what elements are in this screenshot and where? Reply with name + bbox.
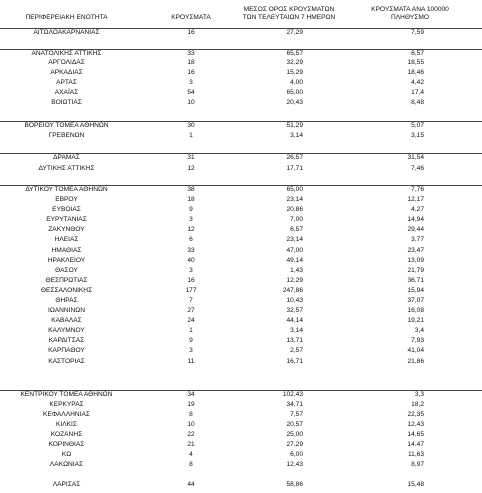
cases-cell: 16 [187, 69, 195, 76]
per-100k-cell: 19,21 [407, 317, 424, 324]
cases-cell: 11 [187, 358, 195, 365]
cases-cell: 3 [189, 216, 193, 223]
cases-cell: 44 [187, 481, 195, 488]
per-100k-cell: 7,59 [411, 29, 424, 36]
per-100k-cell: 11,63 [407, 451, 424, 458]
cases-cell: 33 [187, 50, 195, 57]
avg-7day-cell: 47,00 [286, 247, 303, 254]
avg-7day-cell: 10,43 [286, 297, 303, 304]
region-name-cell: ΒΟΙΩΤΙΑΣ [51, 99, 82, 106]
cases-cell: 1 [189, 132, 193, 139]
table-row [0, 307, 482, 315]
per-100k-cell: 5,07 [411, 122, 424, 129]
avg-7day-cell: 44,14 [286, 317, 303, 324]
cases-cell: 38 [187, 186, 195, 193]
avg-7day-cell: 247,86 [282, 287, 303, 294]
cases-cell: 27 [187, 307, 195, 314]
cases-cell: 9 [189, 206, 193, 213]
avg-7day-cell: 20,86 [286, 206, 303, 213]
table-row [0, 206, 482, 214]
region-name-cell: ΘΕΣΣΑΛΟΝΙΚΗΣ [40, 287, 93, 294]
avg-7day-cell: 58,86 [286, 481, 303, 488]
avg-7day-cell: 12,43 [286, 461, 303, 468]
region-name-cell: ΘΕΣΠΡΩΤΙΑΣ [45, 277, 88, 284]
cases-cell: 16 [187, 277, 195, 284]
table-row [0, 277, 482, 285]
per-100k-cell: 14,65 [407, 431, 424, 438]
cases-cell: 54 [187, 89, 195, 96]
avg-7day-cell: 20,57 [286, 421, 303, 428]
header-avg [233, 6, 345, 22]
per-100k-cell: 16,08 [407, 307, 424, 314]
avg-7day-cell: 32,57 [286, 307, 303, 314]
per-100k-cell: 21,79 [407, 267, 424, 274]
cases-cell: 3 [189, 267, 193, 274]
per-100k-cell: 31,54 [407, 154, 424, 161]
per-100k-cell: 8,97 [411, 461, 424, 468]
table-row [0, 236, 482, 244]
cases-cell: 18 [187, 196, 195, 203]
region-name-cell: ΖΑΚΥΝΘΟΥ [48, 226, 85, 233]
avg-7day-cell: 6,00 [290, 451, 303, 458]
region-name-cell: ΘΑΣΟΥ [55, 267, 78, 274]
header-region: ΠΕΡΙΦΕΡΕΙΑΚΗ ΕΝΟΤΗΤΑ [25, 14, 108, 21]
header-avg-line1: ΜΕΣΟΣ ΟΡΟΣ ΚΡΟΥΣΜΑΤΩΝ [243, 6, 335, 13]
table-row [0, 99, 482, 107]
avg-7day-cell: 23,14 [286, 236, 303, 243]
per-100k-cell: 29,44 [407, 226, 424, 233]
avg-7day-cell: 3,14 [290, 327, 303, 334]
table-row [0, 165, 482, 173]
per-100k-cell: 17,4 [411, 89, 424, 96]
per-100k-cell: 37,07 [407, 297, 424, 304]
cases-cell: 9 [189, 337, 193, 344]
avg-7day-cell: 51,29 [286, 122, 303, 129]
avg-7day-cell: 102,43 [282, 391, 303, 398]
region-name-cell: ΛΑΡΙΣΑΣ [52, 481, 81, 488]
per-100k-cell: 12,17 [407, 196, 424, 203]
avg-7day-cell: 3,14 [290, 132, 303, 139]
per-100k-cell: 3,15 [411, 132, 424, 139]
region-name-cell: ΔΥΤΙΚΗΣ ΑΤΤΙΚΗΣ [38, 165, 95, 172]
per-100k-cell: 15,48 [407, 481, 424, 488]
per-100k-cell: 14,94 [407, 216, 424, 223]
table-row [0, 49, 482, 59]
table-row [0, 451, 482, 459]
cases-cell: 3 [189, 79, 193, 86]
cases-cell: 16 [187, 29, 195, 36]
cases-cell: 12 [187, 226, 195, 233]
table-row [0, 216, 482, 224]
per-100k-cell: 23,47 [407, 247, 424, 254]
per-100k-cell: 7,93 [411, 337, 424, 344]
cases-cell: 40 [187, 257, 195, 264]
avg-7day-cell: 13,71 [286, 337, 303, 344]
region-name-cell: ΙΩΑΝΝΙΝΩΝ [48, 307, 85, 314]
region-name-cell: ΓΡΕΒΕΝΩΝ [48, 132, 85, 139]
avg-7day-cell: 65,00 [286, 186, 303, 193]
cases-cell: 19 [187, 401, 195, 408]
table-row [0, 121, 482, 131]
region-name-cell: ΘΗΡΑΣ [55, 297, 78, 304]
per-100k-cell: 8,48 [411, 99, 424, 106]
cases-cell: 34 [187, 391, 195, 398]
cases-cell: 12 [187, 165, 195, 172]
region-name-cell: ΚΟΡΙΝΘΙΑΣ [48, 441, 85, 448]
region-name-cell: ΑΡΚΑΔΙΑΣ [50, 69, 83, 76]
per-100k-cell: 22,35 [407, 411, 424, 418]
region-name-cell: ΚΑΛΥΜΝΟΥ [48, 327, 85, 334]
cases-cell: 4 [189, 451, 193, 458]
per-100k-cell: 18,46 [407, 69, 424, 76]
cases-cell: 8 [189, 411, 193, 418]
region-name-cell: ΚΕΦΑΛΛΗΝΙΑΣ [43, 411, 90, 418]
cases-cell: 18 [187, 59, 195, 66]
table-row [0, 69, 482, 77]
avg-7day-cell: 65,57 [286, 50, 303, 57]
avg-7day-cell: 1,43 [290, 267, 303, 274]
region-name-cell: ΚΙΛΚΙΣ [56, 421, 77, 428]
table-row [0, 257, 482, 265]
cases-cell: 22 [187, 431, 195, 438]
cases-cell: 1 [189, 327, 193, 334]
region-name-cell: ΛΑΚΩΝΙΑΣ [49, 461, 84, 468]
avg-7day-cell: 65,00 [286, 89, 303, 96]
per-100k-cell: 7,76 [411, 186, 424, 193]
per-100k-cell: 4,42 [411, 79, 424, 86]
table-row [0, 347, 482, 355]
cases-cell: 30 [187, 122, 195, 129]
cases-cell: 33 [187, 247, 195, 254]
avg-7day-cell: 2,57 [290, 347, 303, 354]
table-row [0, 28, 482, 38]
per-100k-cell: 7,46 [411, 165, 424, 172]
table-row [0, 327, 482, 335]
cases-cell: 7 [189, 297, 193, 304]
cases-cell: 8 [189, 461, 193, 468]
cases-cell: 3 [189, 347, 193, 354]
table-row [0, 401, 482, 409]
avg-7day-cell: 7,00 [290, 216, 303, 223]
table-row [0, 297, 482, 305]
per-100k-cell: 3,3 [414, 391, 424, 398]
avg-7day-cell: 17,71 [286, 165, 303, 172]
region-name-cell: ΗΛΕΙΑΣ [54, 236, 79, 243]
table-row [0, 132, 482, 140]
avg-7day-cell: 16,71 [286, 358, 303, 365]
cases-cell: 10 [187, 421, 195, 428]
avg-7day-cell: 27,29 [286, 29, 303, 36]
table-row [0, 431, 482, 439]
avg-7day-cell: 23,14 [286, 196, 303, 203]
table-row [0, 153, 482, 163]
header-avg-line2: ΤΩΝ ΤΕΛΕΥΤΑΙΩΝ 7 ΗΜΕΡΩΝ [242, 14, 336, 21]
table-row [0, 317, 482, 325]
region-name-cell: ΚΑΒΑΛΑΣ [51, 317, 82, 324]
region-name-cell: ΕΒΡΟΥ [55, 196, 78, 203]
header-cases: ΚΡΟΥΣΜΑΤΑ [171, 14, 211, 21]
per-100k-cell: 18,2 [411, 401, 424, 408]
region-name-cell: ΒΟΡΕΙΟΥ ΤΟΜΕΑ ΑΘΗΝΩΝ [24, 122, 109, 129]
table-row [0, 247, 482, 255]
region-name-cell: ΕΥΒΟΙΑΣ [52, 206, 81, 213]
region-name-cell: ΚΑΣΤΟΡΙΑΣ [48, 358, 85, 365]
per-100k-cell: 3,77 [411, 236, 424, 243]
avg-7day-cell: 27,29 [286, 441, 303, 448]
region-name-cell: ΚΕΝΤΡΙΚΟΥ ΤΟΜΕΑ ΑΘΗΝΩΝ [20, 391, 113, 398]
per-100k-cell: 12,43 [407, 421, 424, 428]
table-row [0, 481, 482, 489]
region-name-cell: ΚΩ [61, 451, 72, 458]
region-name-cell: ΕΥΡΥΤΑΝΙΑΣ [46, 216, 87, 223]
table-row [0, 441, 482, 449]
table-row [0, 185, 482, 195]
avg-7day-cell: 6,57 [290, 226, 303, 233]
table-row [0, 196, 482, 204]
region-name-cell: ΑΡΤΑΣ [56, 79, 77, 86]
per-100k-cell: 3,4 [414, 327, 424, 334]
header-per100k-line1: ΚΡΟΥΣΜΑΤΑ ΑΝΑ 100000 [371, 6, 449, 13]
per-100k-cell: 41,04 [407, 347, 424, 354]
cases-cell: 177 [185, 287, 197, 294]
region-name-cell: ΔΡΑΜΑΣ [53, 154, 80, 161]
region-name-cell: ΗΜΑΘΙΑΣ [51, 247, 82, 254]
table-row [0, 358, 482, 366]
avg-7day-cell: 7,57 [290, 411, 303, 418]
avg-7day-cell: 32,29 [286, 59, 303, 66]
per-100k-cell: 4,27 [411, 206, 424, 213]
region-name-cell: ΚΟΖΑΝΗΣ [50, 431, 83, 438]
table-row [0, 89, 482, 97]
cases-cell: 21 [187, 441, 195, 448]
region-name-cell: ΑΧΑΪΑΣ [54, 89, 79, 96]
region-name-cell: ΚΑΡΔΙΤΣΑΣ [48, 337, 85, 344]
avg-7day-cell: 26,57 [286, 154, 303, 161]
header-per100k [360, 6, 460, 22]
avg-7day-cell: 12,29 [286, 277, 303, 284]
cases-cell: 10 [187, 99, 195, 106]
region-name-cell: ΑΙΤΩΛΟΑΚΑΡΝΑΝΙΑΣ [33, 29, 100, 36]
per-100k-cell: 18,55 [407, 59, 424, 66]
region-name-cell: ΚΑΡΠΑΘΟΥ [48, 347, 85, 354]
table-row [0, 411, 482, 419]
header-per100k-line2: ΠΛΗΘΥΣΜΟ [391, 14, 429, 21]
table-row [0, 461, 482, 469]
table-row [0, 79, 482, 87]
per-100k-cell: 14,47 [407, 441, 424, 448]
avg-7day-cell: 25,00 [286, 431, 303, 438]
region-name-cell: ΑΡΓΟΛΙΔΑΣ [48, 59, 85, 66]
table-row [0, 337, 482, 345]
table-row [0, 421, 482, 429]
table-row [0, 59, 482, 67]
per-100k-cell: 21,86 [407, 358, 424, 365]
table-row [0, 226, 482, 234]
avg-7day-cell: 4,00 [290, 79, 303, 86]
per-100k-cell: 6,57 [411, 50, 424, 57]
avg-7day-cell: 15,29 [286, 69, 303, 76]
avg-7day-cell: 20,43 [286, 99, 303, 106]
region-name-cell: ΔΥΤΙΚΟΥ ΤΟΜΕΑ ΑΘΗΝΩΝ [25, 186, 108, 193]
table-row [0, 287, 482, 295]
region-name-cell: ΗΡΑΚΛΕΙΟΥ [47, 257, 86, 264]
region-name-cell: ΚΕΡΚΥΡΑΣ [49, 401, 84, 408]
per-100k-cell: 13,09 [407, 257, 424, 264]
table-row [0, 267, 482, 275]
cases-cell: 6 [189, 236, 193, 243]
cases-cell: 24 [187, 317, 195, 324]
per-100k-cell: 36,71 [407, 277, 424, 284]
per-100k-cell: 15,94 [407, 287, 424, 294]
table-row [0, 390, 482, 400]
cases-cell: 31 [187, 154, 195, 161]
avg-7day-cell: 34,71 [286, 401, 303, 408]
region-name-cell: ΑΝΑΤΟΛΙΚΗΣ ΑΤΤΙΚΗΣ [31, 50, 102, 57]
avg-7day-cell: 49,14 [286, 257, 303, 264]
